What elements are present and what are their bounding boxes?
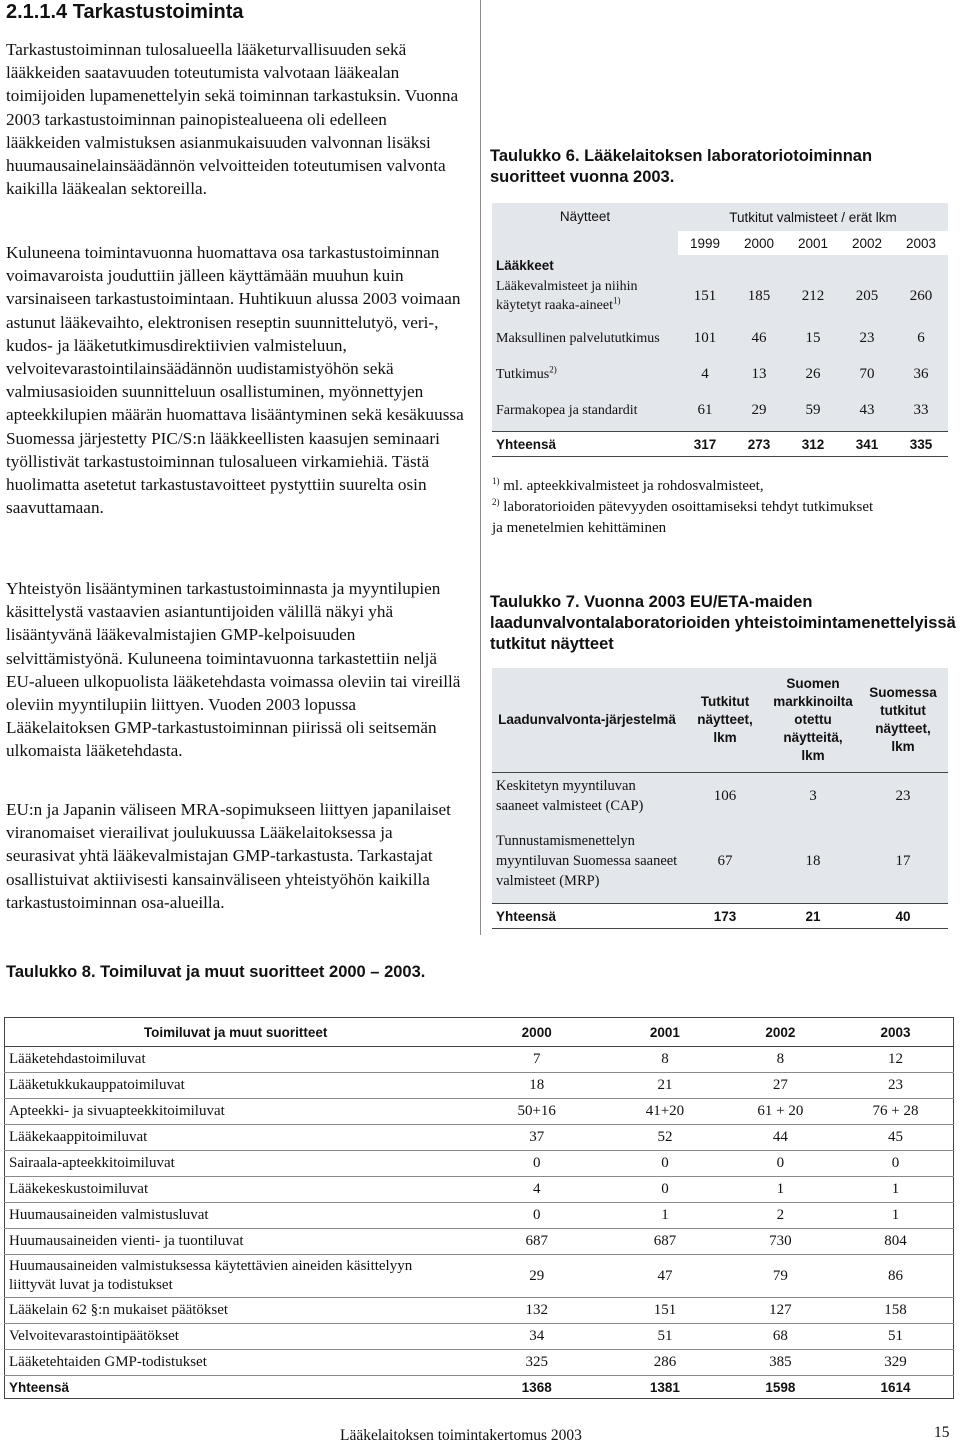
- table-cell: 59: [805, 401, 821, 418]
- table7-header: Suomessa tutkitut näytteet, lkm: [869, 685, 937, 754]
- footnote: [492, 476, 957, 497]
- row-label: Lääketehtaiden GMP-todistukset: [5, 1350, 467, 1376]
- total-label: Yhteensä: [492, 904, 682, 929]
- table-cell: 67: [717, 852, 733, 869]
- table6: [492, 203, 948, 457]
- table-cell: 12: [838, 1047, 953, 1073]
- total-cell: 40: [858, 904, 948, 929]
- table6-year: 2003: [905, 235, 937, 251]
- table-cell: 8: [723, 1047, 838, 1073]
- row-label: Lääketukkukauppatoimiluvat: [5, 1073, 467, 1099]
- table-cell: 23: [858, 773, 948, 820]
- table6-footnotes: [492, 476, 957, 539]
- footnote-mark: 1): [492, 476, 500, 486]
- table-row: [5, 1350, 954, 1376]
- table-cell: 185: [747, 287, 771, 304]
- table-row: [5, 1047, 954, 1073]
- table6-year: 2002: [851, 235, 883, 251]
- table-cell: 151: [607, 1298, 722, 1324]
- table-cell: 0: [607, 1151, 722, 1177]
- table-cell: 23: [859, 329, 875, 346]
- table-cell: 4: [466, 1177, 607, 1203]
- row-label: Lääkekaappitoimiluvat: [5, 1125, 467, 1151]
- table8-header: 2000: [466, 1018, 607, 1047]
- table6-year: 1999: [689, 235, 721, 251]
- table8-caption: Taulukko 8. Toimiluvat ja muut suoritteet 2000 – 2003.: [6, 963, 426, 981]
- table-row: [5, 1099, 954, 1125]
- table-cell: 1: [723, 1177, 838, 1203]
- table-row: [5, 1177, 954, 1203]
- table-row: [492, 275, 948, 317]
- table-cell: 44: [723, 1125, 838, 1151]
- table-row: [5, 1324, 954, 1350]
- footnote-text: ml. apteekkivalmisteet ja rohdosvalmisteet,: [503, 478, 764, 494]
- table-cell: 46: [751, 329, 767, 346]
- total-cell: 21: [768, 904, 858, 929]
- total-cell: 1598: [723, 1376, 838, 1399]
- total-label: Yhteensä: [492, 432, 678, 457]
- row-label: Tutkimus: [496, 366, 550, 382]
- table-cell: 1: [838, 1203, 953, 1229]
- table-cell: 4: [701, 365, 709, 382]
- table-cell: 158: [838, 1298, 953, 1324]
- footnote-mark: 1): [612, 295, 621, 306]
- table-row: [492, 773, 948, 820]
- table-cell: 61: [697, 401, 713, 418]
- total-cell: 1381: [607, 1376, 722, 1399]
- table6-caption: Taulukko 6. Lääkelaitoksen laboratoriotoiminnan suoritteet vuonna 2003.: [490, 147, 873, 186]
- footer-publication: Lääkelaitoksen toimintakertomus 2003: [340, 1427, 582, 1444]
- section-heading: 2.1.1.4 Tarkastustoiminta: [6, 1, 244, 23]
- table6-header-samples: Näytteet: [492, 203, 678, 255]
- table-cell: 76 + 28: [838, 1099, 953, 1125]
- table-row: [492, 389, 948, 432]
- table-cell: 79: [723, 1255, 838, 1298]
- table-row: [5, 1229, 954, 1255]
- total-cell: 1368: [466, 1376, 607, 1399]
- table-cell: 27: [723, 1073, 838, 1099]
- table-cell: 68: [723, 1324, 838, 1350]
- row-label: Lääkekeskustoimiluvat: [5, 1177, 467, 1203]
- total-cell: 173: [682, 904, 768, 929]
- table8-header: 2001: [607, 1018, 722, 1047]
- table-cell: 51: [838, 1324, 953, 1350]
- table-cell: 43: [859, 401, 875, 418]
- row-label: Keskitetyn myyntiluvan saaneet valmisteet (CAP): [492, 773, 682, 820]
- table-row: [5, 1255, 954, 1298]
- total-cell: 341: [840, 432, 894, 457]
- paragraph-text: Tarkastustoiminnan tulosalueella lääketurvallisuuden sekä lääkkeiden saatavuuden toteutumista valvotaan lääkealan toimijoiden lupamenettelyin sekä toiminnan tarkastuksin. Vuonna 2003 tarkastustoiminnan painopistealueena oli edelleen lääkkeiden valmistuksen asianmukaisuuden valvonnan lisäksi huumausainelainsäädännön velvoitteiden toteutumisen valvonta kaikilla lääkealan sektoreilla.: [6, 40, 459, 199]
- table6-section-label: Lääkkeet: [496, 257, 554, 273]
- table-cell: 2: [723, 1203, 838, 1229]
- table-cell: 687: [466, 1229, 607, 1255]
- column-divider: [480, 0, 481, 935]
- total-cell: 1614: [838, 1376, 953, 1399]
- footnote: [492, 518, 957, 539]
- row-label: Lääketehdastoimiluvat: [5, 1047, 467, 1073]
- table-cell: 37: [466, 1125, 607, 1151]
- row-label: Velvoitevarastointipäätökset: [5, 1324, 467, 1350]
- footnote: [492, 497, 957, 518]
- table-cell: 0: [838, 1151, 953, 1177]
- paragraph-3: [6, 577, 464, 763]
- table-cell: 1: [607, 1203, 722, 1229]
- row-label: Farmakopea ja standardit: [496, 402, 638, 418]
- table-row: [5, 1151, 954, 1177]
- total-label: Yhteensä: [5, 1376, 467, 1399]
- footnote-mark: 2): [549, 363, 557, 374]
- table-cell: 0: [466, 1203, 607, 1229]
- table-cell: 325: [466, 1350, 607, 1376]
- table7-caption: Taulukko 7. Vuonna 2003 EU/ETA-maiden laadunvalvontalaboratorioiden yhteistoimintamenettelyissä tutkitut näytteet: [490, 593, 956, 653]
- table-cell: 7: [466, 1047, 607, 1073]
- table8-header: Toimiluvat ja muut suoritteet: [5, 1018, 467, 1047]
- total-cell: 312: [786, 432, 840, 457]
- table8-header: 2003: [838, 1018, 953, 1047]
- table-cell: 50+16: [466, 1099, 607, 1125]
- table-cell: 286: [607, 1350, 722, 1376]
- paragraph-1: [6, 38, 464, 200]
- table-cell: 29: [466, 1255, 607, 1298]
- table-cell: 18: [805, 852, 821, 869]
- table-cell: 385: [723, 1350, 838, 1376]
- table-cell: 26: [805, 365, 821, 382]
- table-cell: 45: [838, 1125, 953, 1151]
- table7: [492, 668, 948, 929]
- table-cell: 21: [607, 1073, 722, 1099]
- paragraph-text: EU:n ja Japanin väliseen MRA-sopimukseen liittyen japanilaiset viranomaiset vierailivat joulukuussa Lääkelaitoksessa ja seurasivat yhtä lääkevalmistajan GMP-tarkastusta. Tarkastajat osallistuivat aktiivisesti kansainväliseen yhteistyöhön kaikilla tarkastustoiminnan osa-alueilla.: [6, 800, 451, 912]
- table7-header: Tutkitut näytteet, lkm: [697, 694, 753, 745]
- table-cell: 101: [693, 329, 717, 346]
- table-cell: 52: [607, 1125, 722, 1151]
- footnote-text: ja menetelmien kehittäminen: [492, 520, 667, 536]
- table-cell: 687: [607, 1229, 722, 1255]
- table-cell: 29: [751, 401, 767, 418]
- table-row: [492, 359, 948, 389]
- table-cell: 41+20: [607, 1099, 722, 1125]
- table-cell: 329: [838, 1350, 953, 1376]
- table-cell: 23: [838, 1073, 953, 1099]
- table-cell: 15: [805, 329, 821, 346]
- table6-year: 2000: [743, 235, 775, 251]
- table-row: [5, 1125, 954, 1151]
- total-cell: 273: [732, 432, 786, 457]
- row-label: Lääkelain 62 §:n mukaiset päätökset: [5, 1298, 467, 1324]
- table-cell: 151: [693, 287, 717, 304]
- row-label: Tunnustamismenettelyn myyntiluvan Suomessa saaneet valmisteet (MRP): [496, 833, 678, 889]
- row-label: Lääkevalmisteet ja niihin käytetyt raaka-aineet: [496, 279, 638, 313]
- table-row: [492, 317, 948, 359]
- table-cell: 730: [723, 1229, 838, 1255]
- paragraph-2: [6, 241, 464, 519]
- row-label: Maksullinen palvelututkimus: [496, 330, 660, 346]
- table-cell: 70: [859, 365, 875, 382]
- table6-header-tested: Tutkitut valmisteet / erät lkm: [678, 203, 948, 231]
- table8-header: 2002: [723, 1018, 838, 1047]
- table-cell: 86: [838, 1255, 953, 1298]
- total-cell: 335: [894, 432, 948, 457]
- row-label: Huumausaineiden vienti- ja tuontiluvat: [5, 1229, 467, 1255]
- table8: [4, 1017, 954, 1399]
- table-row: [5, 1073, 954, 1099]
- table-cell: 132: [466, 1298, 607, 1324]
- table-cell: 1: [838, 1177, 953, 1203]
- table-cell: 0: [466, 1151, 607, 1177]
- table-cell: 804: [838, 1229, 953, 1255]
- table-cell: 0: [607, 1177, 722, 1203]
- table-cell: 61 + 20: [723, 1099, 838, 1125]
- table-total-row: [492, 904, 948, 929]
- table-cell: 33: [913, 401, 929, 418]
- table-total-row: [492, 432, 948, 457]
- table-cell: 106: [682, 773, 768, 820]
- paragraph-text: Yhteistyön lisääntyminen tarkastustoiminnasta ja myyntilupien käsittelystä vastaavien asiantuntijoiden välillä näkyi yhä lisääntyvänä lääkevalmistajien GMP-kelpoisuuden selvittämistyönä. Kuluneena toimintavuonna tarkastettiin neljä EU-alueen ulkopuolista lääketehdasta voimassa oleviin tai vireillä oleviin myyntilupiin liittyen. Vuoden 2003 lopussa Lääkelaitoksen GMP-tarkastustoiminnan piirissä oli seitsemän ulkomaista lääketehdasta.: [6, 579, 461, 761]
- table6-year: 2001: [797, 235, 829, 251]
- row-label: Huumausaineiden valmistuksessa käytettävien aineiden käsittelyyn liittyvät luvat ja todistukset: [5, 1255, 467, 1298]
- table-cell: 212: [801, 287, 825, 304]
- row-label: Sairaala-apteekkitoimiluvat: [5, 1151, 467, 1177]
- page-number: 15: [934, 1424, 950, 1441]
- table-total-row: [5, 1376, 954, 1399]
- row-label: Apteekki- ja sivuapteekkitoimiluvat: [5, 1099, 467, 1125]
- footnote-text: laboratorioiden pätevyyden osoittamiseksi tehdyt tutkimukset: [503, 499, 874, 515]
- table-cell: 17: [895, 852, 911, 869]
- paragraph-4: [6, 798, 464, 914]
- table-cell: 34: [466, 1324, 607, 1350]
- table-cell: 260: [909, 287, 933, 304]
- row-label: Huumausaineiden valmistusluvat: [5, 1203, 467, 1229]
- table-cell: 13: [751, 365, 767, 382]
- table-cell: 8: [607, 1047, 722, 1073]
- total-cell: 317: [678, 432, 732, 457]
- table-row: [5, 1298, 954, 1324]
- table-cell: 0: [723, 1151, 838, 1177]
- table-cell: 18: [466, 1073, 607, 1099]
- table-row: [5, 1203, 954, 1229]
- paragraph-text: Kuluneena toimintavuonna huomattava osa tarkastustoiminnan voimavaroista jouduttiin jälleen käyttämään muuhun kuin varsinaiseen tarkastustoimintaan. Huhtikuun alussa 2003 voimaan astunut lääkevaihto, elektronisen reseptin suunnittelutyö, veri-, kudos- ja lääketutkimusdirektiivien valmisteluun, velvoitevarastointilainsäädännön uudistamistyöhön sekä valmiusasioiden suunnitteluun osallistuminen, myönnettyjen apteekkilupien määrän huomattava lisääntyminen sekä kesäkuussa Suomessa järjestetty PIC/S:n lääkkeellisten kaasujen seminaari työllistivät tarkastustoiminnan tulosalueen virkamiehiä. Tästä huolimatta asetetut tarkastustavoitteet pystyttiin suurelta osin saavuttamaan.: [6, 243, 464, 518]
- table-cell: 51: [607, 1324, 722, 1350]
- table-cell: 36: [913, 365, 929, 382]
- table-cell: 3: [768, 773, 858, 820]
- table-cell: 47: [607, 1255, 722, 1298]
- table-cell: 6: [917, 329, 925, 346]
- footnote-mark: 2): [492, 497, 500, 507]
- table7-header: Laadunvalvonta-järjestelmä: [498, 712, 676, 727]
- table7-header: Suomen markkinoilta otettu näytteitä, lkm: [773, 676, 853, 763]
- table-cell: 127: [723, 1298, 838, 1324]
- table-cell: 205: [855, 287, 879, 304]
- table-row: [492, 819, 948, 904]
